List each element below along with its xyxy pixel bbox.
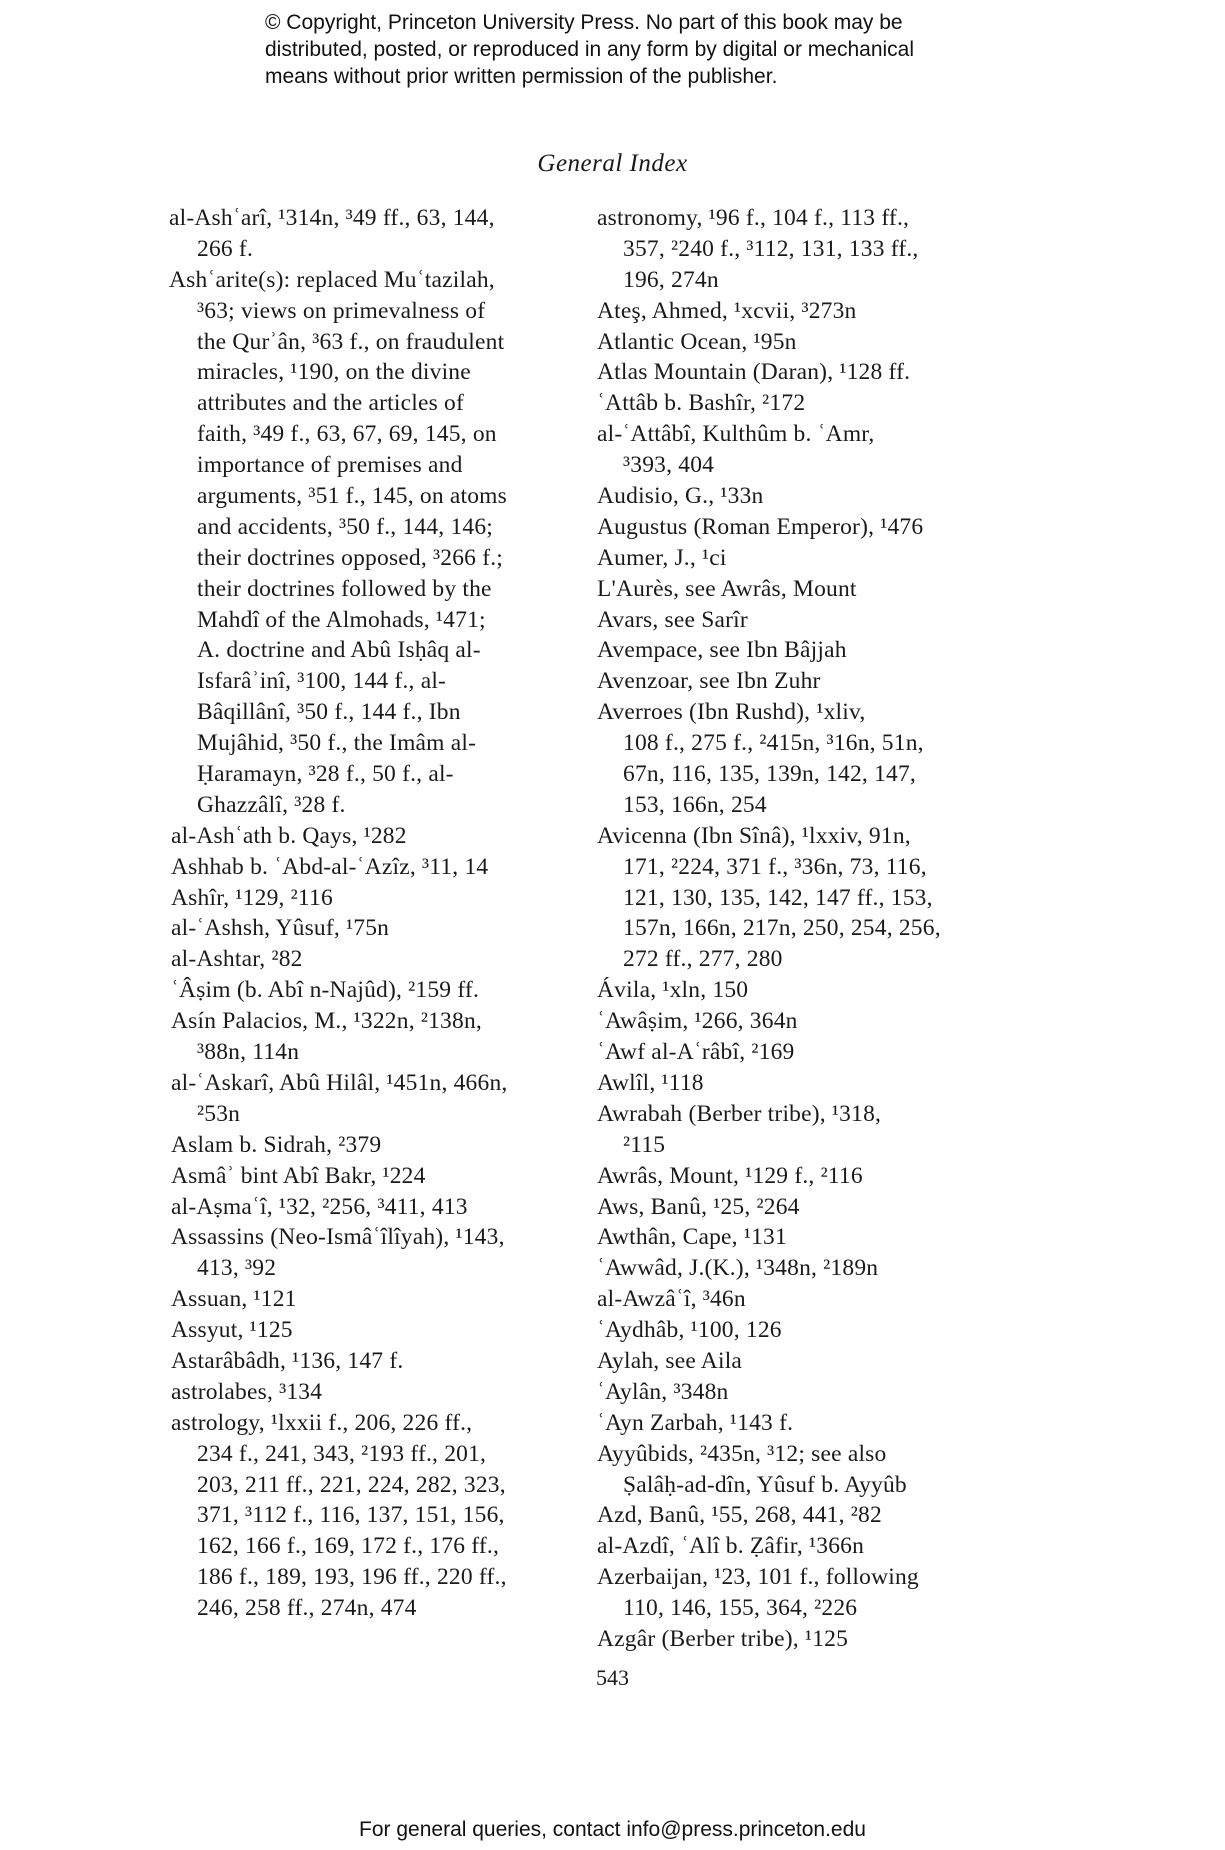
index-line: importance of premises and bbox=[197, 452, 463, 479]
index-line: 246, 258 ff., 274n, 474 bbox=[197, 1595, 417, 1622]
index-line: Assyut, ¹125 bbox=[171, 1317, 293, 1344]
index-line: al-Aṣmaʿî, ¹32, ²256, ³411, 413 bbox=[171, 1193, 468, 1220]
index-line: 196, 274n bbox=[623, 266, 719, 293]
index-line: Atlas Mountain (Daran), ¹128 ff. bbox=[597, 359, 911, 386]
index-line: Awlîl, ¹118 bbox=[597, 1069, 704, 1096]
index-line: Assassins (Neo-Ismâʿîlîyah), ¹143, bbox=[171, 1224, 505, 1251]
index-line: ³63; views on primevalness of bbox=[197, 297, 486, 324]
index-line: al-Ashʿarî, ¹314n, ³49 ff., 63, 144, bbox=[169, 205, 495, 231]
index-line: Ateş, Ahmed, ¹xcvii, ³273n bbox=[597, 297, 857, 324]
index-line: Avenzoar, see Ibn Zuhr bbox=[597, 668, 821, 695]
index-line: Atlantic Ocean, ¹95n bbox=[597, 328, 797, 355]
copyright-line: distributed, posted, or reproduced in any form by digital or mechanical bbox=[265, 38, 915, 61]
index-line: ʿAydhâb, ¹100, 126 bbox=[597, 1317, 782, 1344]
page-number: 543 bbox=[596, 1665, 629, 1690]
index-line: Azerbaijan, ¹23, 101 f., following bbox=[597, 1564, 919, 1591]
index-line: their doctrines followed by the bbox=[197, 575, 492, 602]
index-line: al-ʿAttâbî, Kulthûm b. ʿAmr, bbox=[597, 421, 875, 448]
index-line: Awthân, Cape, ¹131 bbox=[597, 1224, 787, 1251]
index-line: ³88n, 114n bbox=[197, 1039, 300, 1066]
index-line: 272 ff., 277, 280 bbox=[623, 946, 783, 973]
index-line: the Qurʾân, ³63 f., on fraudulent bbox=[197, 328, 505, 355]
index-line: ²53n bbox=[197, 1100, 241, 1127]
index-line: Awrâs, Mount, ¹129 f., ²116 bbox=[597, 1162, 863, 1189]
index-column-left bbox=[161, 203, 581, 1624]
index-line: ʿAyn Zarbah, ¹143 f. bbox=[597, 1409, 794, 1436]
index-line: ʿAwâṣim, ¹266, 364n bbox=[597, 1008, 798, 1035]
index-line: al-ʿAshsh, Yûsuf, ¹75n bbox=[171, 915, 390, 942]
index-line: ʿAwwâd, J.(K.), ¹348n, ²189n bbox=[597, 1255, 879, 1282]
contact-footer: For general queries, contact info@press.princeton.edu bbox=[359, 1818, 866, 1841]
index-line: Ṣalâḥ-ad-dîn, Yûsuf b. Ayyûb bbox=[623, 1471, 907, 1498]
index-line: al-Ashtar, ²82 bbox=[171, 946, 303, 973]
index-line: ³393, 404 bbox=[623, 452, 715, 479]
index-line: ʿÂṣim (b. Abî n-Najûd), ²159 ff. bbox=[171, 977, 480, 1004]
index-line: al-ʿAskarî, Abû Hilâl, ¹451n, 466n, bbox=[171, 1069, 508, 1096]
index-line: Aslam b. Sidrah, ²379 bbox=[171, 1131, 382, 1158]
index-line: Asín Palacios, M., ¹322n, ²138n, bbox=[171, 1008, 482, 1035]
index-line: 203, 211 ff., 221, 224, 282, 323, bbox=[197, 1471, 506, 1498]
copyright-notice bbox=[265, 9, 1065, 90]
index-line: A. doctrine and Abû Isḥâq al- bbox=[197, 637, 481, 664]
index-line: 234 f., 241, 343, ²193 ff., 201, bbox=[197, 1440, 487, 1467]
index-line: al-Awzâʿî, ³46n bbox=[597, 1286, 746, 1313]
index-line: Asmâʾ bint Abî Bakr, ¹224 bbox=[171, 1162, 426, 1189]
index-line: 186 f., 189, 193, 196 ff., 220 ff., bbox=[197, 1564, 507, 1591]
index-line: 108 f., 275 f., ²415n, ³16n, 51n, bbox=[623, 730, 924, 757]
copyright-line: means without prior written permission of the publisher. bbox=[265, 65, 778, 88]
index-line: Audisio, G., ¹33n bbox=[597, 483, 764, 510]
index-line: Mujâhid, ³50 f., the Imâm al- bbox=[197, 730, 477, 757]
index-line: 357, ²240 f., ³112, 131, 133 ff., bbox=[623, 235, 919, 262]
index-line: Ávila, ¹xln, 150 bbox=[597, 977, 749, 1004]
index-line: Aumer, J., ¹ci bbox=[597, 544, 727, 571]
index-line: Aylah, see Aila bbox=[597, 1347, 743, 1374]
index-line: Aws, Banû, ¹25, ²264 bbox=[597, 1193, 800, 1220]
index-line: 171, ²224, 371 f., ³36n, 73, 116, bbox=[623, 853, 927, 880]
index-line: 121, 130, 135, 142, 147 ff., 153, bbox=[623, 884, 933, 911]
index-line: faith, ³49 f., 63, 67, 69, 145, on bbox=[197, 421, 497, 448]
index-column-right bbox=[597, 203, 1027, 1655]
index-line: al-Azdî, ʿAlî b. Ẓâfir, ¹366n bbox=[597, 1533, 865, 1560]
index-line: ʿAylân, ³348n bbox=[597, 1378, 729, 1405]
index-line: Azd, Banû, ¹55, 268, 441, ²82 bbox=[597, 1502, 882, 1529]
index-line: 266 f. bbox=[197, 235, 254, 262]
index-line: 67n, 116, 135, 139n, 142, 147, bbox=[623, 761, 917, 788]
index-line: attributes and the articles of bbox=[197, 390, 465, 417]
index-line: astrology, ¹lxxii f., 206, 226 ff., bbox=[171, 1409, 473, 1436]
index-line: Avicenna (Ibn Sînâ), ¹lxxiv, 91n, bbox=[597, 822, 911, 849]
running-head: General Index bbox=[537, 150, 688, 177]
index-line: Ashhab b. ʿAbd-al-ʿAzîz, ³11, 14 bbox=[171, 853, 489, 880]
index-line: Awrabah (Berber tribe), ¹318, bbox=[597, 1100, 882, 1127]
index-line: Ayyûbids, ²435n, ³12; see also bbox=[597, 1440, 887, 1467]
index-line: miracles, ¹190, on the divine bbox=[197, 359, 471, 386]
index-line: 371, ³112 f., 116, 137, 151, 156, bbox=[197, 1502, 505, 1529]
index-line: Mahdî of the Almohads, ¹471; bbox=[197, 606, 486, 633]
index-line: al-Ashʿath b. Qays, ¹282 bbox=[171, 822, 407, 849]
index-line: ²115 bbox=[623, 1131, 666, 1158]
index-line: Astarâbâdh, ¹136, 147 f. bbox=[171, 1347, 404, 1374]
index-line: arguments, ³51 f., 145, on atoms bbox=[197, 483, 507, 510]
index-line: and accidents, ³50 f., 144, 146; bbox=[197, 513, 494, 540]
index-line: Isfarâʾinî, ³100, 144 f., al- bbox=[197, 668, 447, 695]
index-line: Ashʿarite(s): replaced Muʿtazilah, bbox=[169, 266, 495, 293]
index-line: L'Aurès, see Awrâs, Mount bbox=[597, 575, 857, 602]
index-line: ʿAttâb b. Bashîr, ²172 bbox=[597, 390, 806, 417]
index-line: their doctrines opposed, ³266 f.; bbox=[197, 544, 504, 571]
index-line: Avempace, see Ibn Bâjjah bbox=[597, 637, 847, 664]
index-line: Augustus (Roman Emperor), ¹476 bbox=[597, 513, 924, 540]
index-line: Bâqillânî, ³50 f., 144 f., Ibn bbox=[197, 699, 461, 726]
index-line: Ghazzâlî, ³28 f. bbox=[197, 791, 346, 818]
index-line: Azgâr (Berber tribe), ¹125 bbox=[597, 1625, 849, 1652]
index-line: Ashîr, ¹129, ²116 bbox=[171, 884, 333, 911]
index-line: Assuan, ¹121 bbox=[171, 1286, 297, 1313]
index-line: astronomy, ¹96 f., 104 f., 113 ff., bbox=[597, 205, 910, 231]
index-line: ʿAwf al-Aʿrâbî, ²169 bbox=[597, 1039, 795, 1066]
index-line: 162, 166 f., 169, 172 f., 176 ff., bbox=[197, 1533, 500, 1560]
index-line: 413, ³92 bbox=[197, 1255, 277, 1282]
index-line: 110, 146, 155, 364, ²226 bbox=[623, 1595, 858, 1622]
index-line: Ḥaramayn, ³28 f., 50 f., al- bbox=[197, 761, 454, 788]
copyright-line: © Copyright, Princeton University Press. No part of this book may be bbox=[265, 11, 903, 34]
index-line: 153, 166n, 254 bbox=[623, 791, 767, 818]
index-line: astrolabes, ³134 bbox=[171, 1378, 323, 1405]
index-line: Averroes (Ibn Rushd), ¹xliv, bbox=[597, 699, 866, 726]
index-line: 157n, 166n, 217n, 250, 254, 256, bbox=[623, 915, 941, 942]
index-line: Avars, see Sarîr bbox=[597, 606, 748, 633]
